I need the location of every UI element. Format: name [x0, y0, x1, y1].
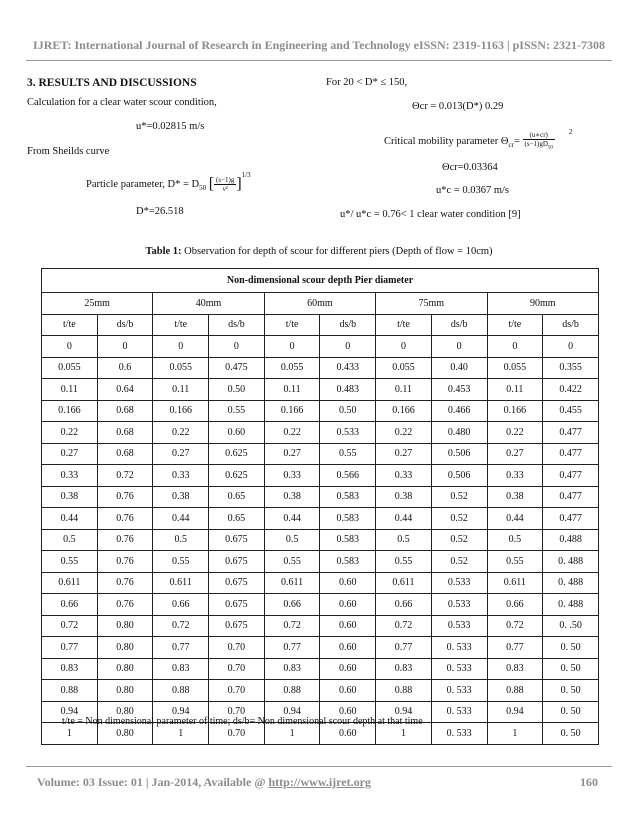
table-cell: 0.94: [487, 701, 543, 723]
table-cell: 0.27: [264, 443, 320, 465]
table-cell: 0.506: [431, 465, 487, 487]
table-cell: 0.055: [153, 357, 209, 379]
table-cell: 0.38: [264, 486, 320, 508]
table-row: [42, 594, 599, 616]
header-rule: [26, 60, 612, 61]
table-cell: 0.70: [209, 701, 265, 723]
table-cell: 0.55: [376, 551, 432, 573]
table-cell: 0.27: [153, 443, 209, 465]
pp-sub: 50: [199, 184, 207, 193]
table-cell: 0.76: [97, 572, 153, 594]
table-cell: 0.27: [376, 443, 432, 465]
table-cell: 0.76: [97, 529, 153, 551]
table-cell: 0.80: [97, 637, 153, 659]
cmp-label: Critical mobility parameter Θ: [384, 136, 509, 147]
table-cell: 0.60: [320, 637, 376, 659]
table-cell: 0.80: [97, 615, 153, 637]
table-cell: 0.60: [320, 594, 376, 616]
table-cell: 0.477: [543, 486, 599, 508]
table-cell: 0.68: [97, 443, 153, 465]
table-cell: 0.94: [376, 701, 432, 723]
table-cell: 0.33: [376, 465, 432, 487]
table-cell: 0.83: [153, 658, 209, 680]
table-cell: 0.70: [209, 680, 265, 702]
table-cell: 0.611: [487, 572, 543, 594]
pp-fraction: [214, 176, 236, 193]
table-row: [42, 400, 599, 422]
table-cell: 0.5: [264, 529, 320, 551]
table-cell: 0.72: [42, 615, 98, 637]
table-cell: 0.22: [264, 422, 320, 444]
table-cell: 0.80: [97, 658, 153, 680]
journal-header: IJRET: International Journal of Research in Engineering and Technology eISSN: 2319-1163 | pISSN: 2321-7308: [33, 38, 605, 52]
table-cell: 0.77: [487, 637, 543, 659]
scour-depth-table: [41, 268, 599, 745]
table-cell: 0.466: [431, 400, 487, 422]
text-shields-curve: From Sheilds curve: [27, 146, 110, 157]
table-cell: 0.27: [42, 443, 98, 465]
diameter-header: 25mm: [42, 293, 153, 315]
table-cell: 0.055: [376, 357, 432, 379]
diameter-header: 40mm: [153, 293, 264, 315]
table-cell: 0.166: [42, 400, 98, 422]
table-body: [42, 336, 599, 745]
table-row: [42, 637, 599, 659]
table-cell: 0.55: [487, 551, 543, 573]
table-cell: 0.477: [543, 422, 599, 444]
text-clear-water: Calculation for a clear water scour condition,: [27, 97, 217, 108]
table-cell: 1: [153, 723, 209, 745]
table-row: [42, 336, 599, 358]
table-cell: 0.38: [153, 486, 209, 508]
cmp-exp: 2: [568, 128, 573, 136]
table-cell: 0.166: [153, 400, 209, 422]
table-cell: 0.11: [42, 379, 98, 401]
table-cell: 0.433: [320, 357, 376, 379]
table-cell: 0. 533: [431, 637, 487, 659]
table-cell: 0.27: [487, 443, 543, 465]
table-cell: 0.33: [264, 465, 320, 487]
table-cell: 0.72: [487, 615, 543, 637]
table-cell: 0.475: [209, 357, 265, 379]
eq-ustar: u*=0.02815 m/s: [136, 121, 205, 132]
table-cell: 0.11: [376, 379, 432, 401]
table-cell: 0.38: [42, 486, 98, 508]
table-cell: 0. 50: [543, 637, 599, 659]
table-cell: 0.675: [209, 594, 265, 616]
table-cell: 0.483: [320, 379, 376, 401]
column-header: ds/b: [431, 314, 487, 336]
eq-dstar: D*=26.518: [136, 206, 184, 217]
table-cell: 0.55: [153, 551, 209, 573]
table-cell: 0.11: [153, 379, 209, 401]
table-cell: 0: [431, 336, 487, 358]
cmp-sub: cr: [508, 141, 514, 150]
eq-critical-mobility: [384, 128, 572, 152]
table-cell: 0.166: [376, 400, 432, 422]
column-header: ds/b: [209, 314, 265, 336]
table-cell: 0.566: [320, 465, 376, 487]
table-cell: 0.52: [431, 551, 487, 573]
table-cell: 0. 50: [543, 701, 599, 723]
table-cell: 0. 50: [543, 658, 599, 680]
table-cell: 0.477: [543, 465, 599, 487]
table-cell: 0.6: [97, 357, 153, 379]
diameter-header: 90mm: [487, 293, 599, 315]
table-caption: [0, 246, 638, 257]
cmp-fraction: [523, 131, 555, 152]
table-cell: 0.533: [320, 422, 376, 444]
table-cell: 0.44: [376, 508, 432, 530]
table-footnote: t/te = Non dimensional parameter of time; ds/b= Non dimensional scour depth at that time: [62, 716, 423, 727]
column-header: ds/b: [97, 314, 153, 336]
table-row: [42, 357, 599, 379]
table-row: [42, 379, 599, 401]
diameter-row: [42, 293, 599, 315]
table-cell: 0: [264, 336, 320, 358]
diameter-header: 60mm: [264, 293, 375, 315]
pp-exp: 1/3: [241, 171, 251, 179]
table-cell: 0.66: [153, 594, 209, 616]
table-cell: 0.94: [42, 701, 98, 723]
table-cell: 0.60: [320, 680, 376, 702]
table-cell: 0: [320, 336, 376, 358]
table-cell: 0.22: [153, 422, 209, 444]
table-cell: 0.33: [42, 465, 98, 487]
table-cell: 0.611: [153, 572, 209, 594]
table-cell: 0.675: [209, 572, 265, 594]
table-cell: 0.55: [209, 400, 265, 422]
pp-num: (s−1)g: [216, 176, 235, 185]
table-cell: 0.583: [320, 551, 376, 573]
table-row: [42, 572, 599, 594]
text-range: For 20 < D* ≤ 150,: [326, 77, 408, 88]
table-cell: 0.72: [97, 465, 153, 487]
table-cell: 0. 533: [431, 658, 487, 680]
table-cell: 0.5: [376, 529, 432, 551]
column-header: t/te: [153, 314, 209, 336]
eq-ratio: u*/ u*c = 0.76< 1 clear water condition [9]: [340, 209, 521, 220]
table-cell: 0: [487, 336, 543, 358]
table-cell: 0.66: [487, 594, 543, 616]
table-cell: 0.533: [431, 615, 487, 637]
table-cell: 0.70: [209, 637, 265, 659]
table-cell: 0.40: [431, 357, 487, 379]
pp-den: ν²: [222, 185, 228, 194]
journal-link[interactable]: http://www.ijret.org: [268, 775, 371, 789]
column-header: t/te: [487, 314, 543, 336]
table-cell: 0.22: [376, 422, 432, 444]
table-cell: 0.83: [376, 658, 432, 680]
table-cell: 0.22: [487, 422, 543, 444]
table-row: [42, 551, 599, 573]
table-row: [42, 658, 599, 680]
table-cell: 0.94: [264, 701, 320, 723]
table-cell: 1: [264, 723, 320, 745]
table-cell: 0.76: [97, 594, 153, 616]
table-cell: 0: [42, 336, 98, 358]
table-cell: 0.583: [320, 508, 376, 530]
table-row: [42, 443, 599, 465]
table-cell: 0.72: [264, 615, 320, 637]
section-title: 3. RESULTS AND DISCUSSIONS: [27, 77, 197, 89]
page-number: 160: [580, 775, 598, 789]
table-row: [42, 486, 599, 508]
table-cell: 0.83: [42, 658, 98, 680]
table-cell: 0.68: [97, 422, 153, 444]
column-header: t/te: [376, 314, 432, 336]
table-cell: 0.88: [42, 680, 98, 702]
table-cell: 0.80: [97, 680, 153, 702]
table-cell: 0.38: [376, 486, 432, 508]
table-cell: 0. 488: [543, 594, 599, 616]
table-cell: 0.675: [209, 551, 265, 573]
footer-volume: Volume: 03 Issue: 01 | Jan-2014, Available @: [37, 775, 269, 789]
table-cell: 0.355: [543, 357, 599, 379]
eq-theta-value: Θcr=0.03364: [442, 162, 498, 173]
table-cell: 0.76: [97, 551, 153, 573]
table-cell: 0.72: [376, 615, 432, 637]
cmp-den-sub: 50: [547, 145, 553, 151]
table-cell: 0.66: [376, 594, 432, 616]
table-cell: 0.70: [209, 658, 265, 680]
table-cell: 0.22: [42, 422, 98, 444]
table-cell: 0.88: [376, 680, 432, 702]
eq-ustar-c: u*c = 0.0367 m/s: [436, 185, 510, 196]
table-cell: 0.88: [153, 680, 209, 702]
table-cell: 0. 488: [543, 572, 599, 594]
table-cell: 0.625: [209, 465, 265, 487]
diameter-header: 75mm: [376, 293, 487, 315]
eq-particle-parameter: Particle parameter, $D* = D_{50}$ [ $\frac{(s-1)g}{\text{ν²}}$ ]$^{1/3}$: [86, 171, 251, 194]
table-cell: 0.65: [209, 486, 265, 508]
footer-text: [37, 775, 371, 790]
table-cell: 0.5: [42, 529, 98, 551]
table-cell: 0. 50: [543, 680, 599, 702]
table-cell: 0. 50: [543, 723, 599, 745]
table-cell: 0.60: [320, 615, 376, 637]
table-cell: 0.76: [97, 508, 153, 530]
table-cell: 0.38: [487, 486, 543, 508]
table-cell: 0.83: [487, 658, 543, 680]
table-cell: 0.533: [431, 572, 487, 594]
table-cell: 0.166: [487, 400, 543, 422]
table-cell: 0.60: [209, 422, 265, 444]
table-cell: 0.52: [431, 529, 487, 551]
pp-label: Particle parameter, D* = D: [86, 179, 200, 190]
table-cell: 0.611: [42, 572, 98, 594]
table-cell: 0.44: [153, 508, 209, 530]
column-header: ds/b: [320, 314, 376, 336]
table-cell: 0.83: [264, 658, 320, 680]
table-row: [42, 615, 599, 637]
table-cell: 0.533: [431, 594, 487, 616]
table-cell: 0.455: [543, 400, 599, 422]
table-title-row: [42, 269, 599, 293]
table-cell: 0.583: [320, 486, 376, 508]
table-cell: 0.94: [153, 701, 209, 723]
table-cell: 0.77: [153, 637, 209, 659]
eq-theta-cr: Θcr = 0.013(D*) 0.29: [412, 101, 504, 112]
table-cell: 0.88: [264, 680, 320, 702]
table-cell: 0.477: [543, 508, 599, 530]
table-cell: 0.5: [153, 529, 209, 551]
table-cell: 0.44: [264, 508, 320, 530]
caption-text: Observation for depth of scour for different piers (Depth of flow = 10cm): [181, 246, 493, 257]
table-cell: 0.80: [97, 701, 153, 723]
table-cell: 0.77: [376, 637, 432, 659]
table-cell: 1: [487, 723, 543, 745]
table-cell: 0.055: [264, 357, 320, 379]
table-cell: 0.055: [42, 357, 98, 379]
table-cell: 0.675: [209, 529, 265, 551]
table-cell: 0.68: [97, 400, 153, 422]
table-cell: 0.55: [42, 551, 98, 573]
table-cell: 0.55: [264, 551, 320, 573]
table-cell: 0. 533: [431, 723, 487, 745]
table-cell: 0.77: [42, 637, 98, 659]
table-row: [42, 508, 599, 530]
column-header-row: [42, 314, 599, 336]
table-cell: 0. 533: [431, 701, 487, 723]
table-row: [42, 422, 599, 444]
table-cell: 0.611: [264, 572, 320, 594]
table-cell: 0: [376, 336, 432, 358]
table-cell: 0.52: [431, 486, 487, 508]
table-cell: 0.64: [97, 379, 153, 401]
table-cell: 0.675: [209, 615, 265, 637]
table-cell: 0.11: [487, 379, 543, 401]
table-cell: 0.625: [209, 443, 265, 465]
cmp-eq: =: [513, 136, 520, 147]
table-cell: 0.33: [487, 465, 543, 487]
table-cell: 0.76: [97, 486, 153, 508]
table-cell: 0.66: [264, 594, 320, 616]
table-cell: 0.477: [543, 443, 599, 465]
table-cell: 0.055: [487, 357, 543, 379]
table-cell: 0.506: [431, 443, 487, 465]
table-cell: 0.77: [264, 637, 320, 659]
table-cell: 0.488: [543, 529, 599, 551]
table-cell: 0.65: [209, 508, 265, 530]
table-cell: 0.60: [320, 572, 376, 594]
table-cell: 0.583: [320, 529, 376, 551]
table-cell: 0.66: [42, 594, 98, 616]
table-cell: 0.44: [42, 508, 98, 530]
table-cell: 0.50: [209, 379, 265, 401]
caption-label: Table 1:: [145, 246, 182, 257]
table-cell: 0: [97, 336, 153, 358]
table-cell: 1: [376, 723, 432, 745]
table-cell: 0.166: [264, 400, 320, 422]
table-cell: 0: [543, 336, 599, 358]
table-cell: 0: [209, 336, 265, 358]
column-header: ds/b: [543, 314, 599, 336]
table-row: [42, 529, 599, 551]
table-cell: 0.52: [431, 508, 487, 530]
table-cell: 0.44: [487, 508, 543, 530]
table-cell: 0. .50: [543, 615, 599, 637]
column-header: t/te: [264, 314, 320, 336]
cmp-num: (u∗cr): [523, 131, 555, 140]
table-cell: 0. 488: [543, 551, 599, 573]
footer-rule: [26, 766, 612, 767]
table-cell: 0.60: [320, 658, 376, 680]
table-cell: 0.611: [376, 572, 432, 594]
cmp-den: (s−1)gD: [524, 139, 548, 148]
table-cell: 0.70: [209, 723, 265, 745]
table-cell: 0.88: [487, 680, 543, 702]
table-cell: 0.422: [543, 379, 599, 401]
column-header: t/te: [42, 314, 98, 336]
table-cell: 0.80: [97, 723, 153, 745]
table-cell: 0. 533: [431, 680, 487, 702]
table-cell: 0.33: [153, 465, 209, 487]
table-cell: 1: [42, 723, 98, 745]
table-row: [42, 465, 599, 487]
table-cell: 0.453: [431, 379, 487, 401]
table-title: Non-dimensional scour depth Pier diameter: [42, 269, 599, 293]
table-cell: 0.72: [153, 615, 209, 637]
table-cell: 0.5: [487, 529, 543, 551]
table-row: [42, 680, 599, 702]
table-cell: 0.55: [320, 443, 376, 465]
table-cell: 0.50: [320, 400, 376, 422]
table-cell: 0.60: [320, 701, 376, 723]
table-cell: 0: [153, 336, 209, 358]
table-cell: 0.11: [264, 379, 320, 401]
table-cell: 0.480: [431, 422, 487, 444]
table-cell: 0.60: [320, 723, 376, 745]
